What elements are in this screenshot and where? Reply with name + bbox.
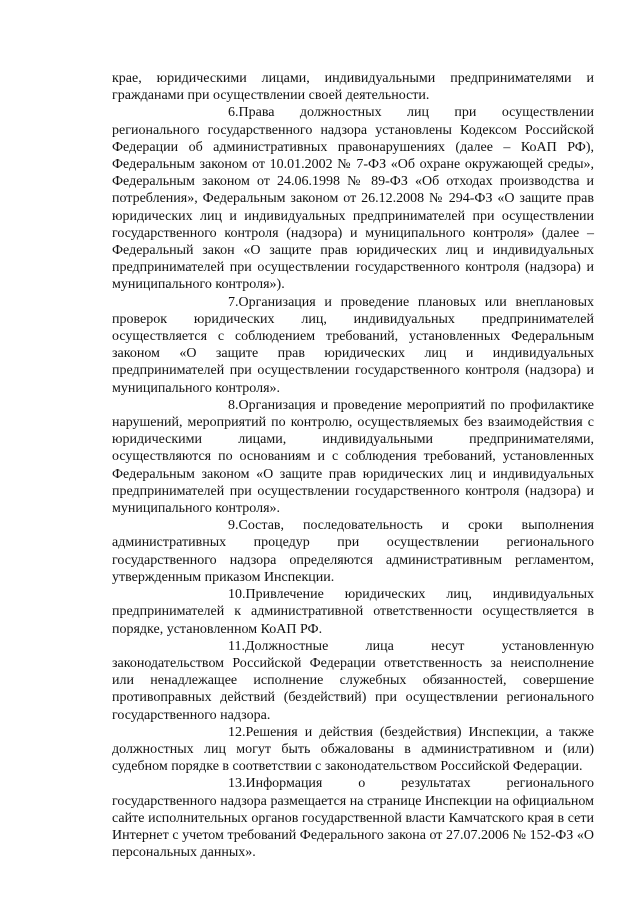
paragraph-12 — [112, 724, 594, 776]
document-body — [112, 70, 594, 861]
paragraph-number: 7. — [228, 294, 239, 310]
paragraph-7 — [112, 294, 594, 397]
paragraph-11 — [112, 638, 594, 724]
paragraph-number: 11. — [228, 638, 245, 654]
paragraph-text: Решения и действия (бездействия) Инспекции, а также должностных лиц могут быть обжалованы в административном и (или) судебном порядке в соответствии с законодательством Российской Федерации. — [112, 724, 594, 775]
paragraph-text: Организация и проведение мероприятий по профилактике нарушений, мероприятий по контролю, осуществляемых без взаимодействия с юридическими лицами, индивидуальными предпринимателями, осуществляются по основаниям и с соблюдения требований, установленных Федеральным законом «О защите прав юридических лиц и индивидуальных предпринимателей при осуществлении государственного контроля (надзора) и муниципального контроля». — [112, 397, 594, 517]
paragraph-number: 6. — [228, 105, 239, 121]
paragraph-number: 10. — [228, 587, 246, 603]
paragraph-13 — [112, 775, 594, 861]
paragraph-number: 8. — [228, 397, 239, 413]
paragraph-text: крае, юридическими лицами, индивидуальными предпринимателями и гражданами при осуществлении своей деятельности. — [112, 71, 594, 104]
paragraph-text: Привлечение юридических лиц, индивидуальных предпринимателей к административной ответственности осуществляется в порядке, установленном КоАП РФ. — [112, 587, 594, 637]
paragraph-text: Информация о результатах регионального государственного надзора размещается на странице Инспекции на официальном сайте исполнительных органов государственной власти Камчатского края в сети Интернет с учетом требований Федерального закона от 27.07.2006 № 152-ФЗ «О персональных данных». — [112, 776, 594, 861]
paragraph-text: Права должностных лиц при осуществлении регионального государственного надзора установлены Кодексом Российской Федерации об административных правонарушениях (далее – КоАП РФ), Федеральным законом от 10.01.2002 № 7-ФЗ «Об охране окружающей среды», Федеральным законом от 24.06.1998 № 89-ФЗ «Об отходах производства и потребления», Федеральным законом от 26.12.2008 № 294-ФЗ «О защите прав юридических лиц и индивидуальных предпринимателей при осуществлении государственного контроля (надзора) и муниципального контроля» (далее – Федеральный закон «О защите прав юридических лиц и индивидуальных предпринимателей при осуществлении государственного контроля (надзора) и муниципального контроля»). — [112, 105, 594, 293]
paragraph-continuation — [112, 70, 594, 104]
paragraph-8 — [112, 397, 594, 517]
paragraph-text: Состав, последовательность и сроки выполнения административных процедур при осуществлении регионального государственного надзора определяются административным регламентом, утвержденным приказом Инспекции. — [112, 518, 594, 585]
paragraph-10 — [112, 586, 594, 638]
paragraph-6 — [112, 104, 594, 293]
paragraph-text: Должностные лица несут установленную законодательством Российской Федерации ответственность за неисполнение или ненадлежащее исполнение служебных обязанностей, совершение противоправных действий (бездействий) при осуществлении регионального государственного надзора. — [112, 638, 594, 723]
paragraph-9 — [112, 517, 594, 586]
paragraph-number: 12. — [228, 724, 246, 740]
paragraph-number: 13. — [228, 776, 246, 792]
paragraph-text: Организация и проведение плановых или внеплановых проверок юридических лиц, индивидуальных предпринимателей осуществляется с соблюдением требований, установленных Федеральным законом «О защите прав юридических лиц и индивидуальных предпринимателей при осуществлении государственного контроля (надзора) и муниципального контроля». — [112, 294, 594, 396]
paragraph-number: 9. — [228, 518, 239, 534]
